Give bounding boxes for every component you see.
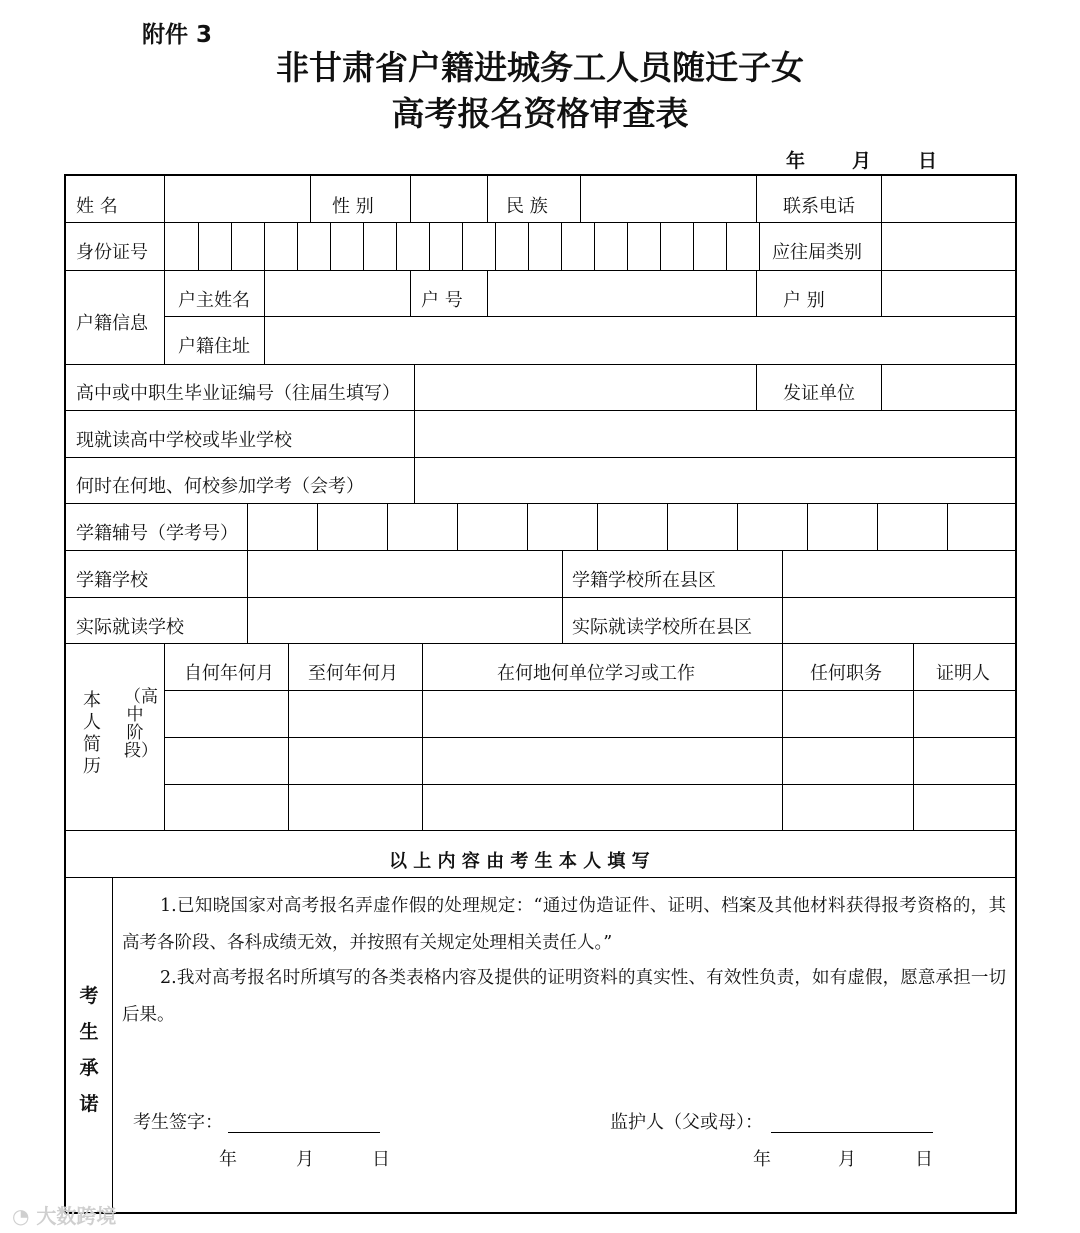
label-address: 户籍住址 <box>178 336 250 357</box>
label-household-info: 户籍信息 <box>76 313 148 334</box>
label-actual-school: 实际就读学校 <box>76 617 184 638</box>
label-issuer: 发证单位 <box>783 383 855 404</box>
label-resume: 本人简历 <box>83 690 101 777</box>
student-sign-year: 年 <box>219 1149 237 1170</box>
header-from-date: 自何年何月 <box>184 663 274 684</box>
header-place-unit: 在何地何单位学习或工作 <box>497 663 695 684</box>
fill-note: 以 上 内 容 由 考 生 本 人 填 写 <box>389 851 650 872</box>
student-sign-day: 日 <box>372 1149 390 1170</box>
header-to-date: 至何年何月 <box>308 663 398 684</box>
guardian-sign-day: 日 <box>915 1149 933 1170</box>
label-head-name: 户主姓名 <box>178 290 250 311</box>
form-title-line2: 高考报名资格审查表 <box>391 94 689 133</box>
label-name: 姓 名 <box>76 196 118 217</box>
header-position: 任何职务 <box>810 663 882 684</box>
label-student-no: 学籍辅号（学考号） <box>76 523 238 544</box>
watermark-text: 大数跨境 <box>36 1204 117 1228</box>
guardian-signature-line <box>771 1132 933 1133</box>
date-year: 年 <box>786 150 806 172</box>
label-household-type: 户 别 <box>783 290 825 311</box>
label-phone: 联系电话 <box>783 196 855 217</box>
attachment-label: 附件 3 <box>142 22 213 48</box>
label-pledge: 考生承诺 <box>79 985 99 1115</box>
label-exam-history: 何时在何地、何校参加学考（会考） <box>76 476 364 497</box>
label-ethnicity: 民 族 <box>506 196 548 217</box>
label-gender: 性 别 <box>332 196 374 217</box>
form-table <box>64 174 1017 1214</box>
date-day: 日 <box>918 150 938 172</box>
label-guardian-signature: 监护人（父或母）： <box>610 1112 763 1133</box>
watermark-icon: ◔ <box>12 1204 30 1228</box>
guardian-sign-year: 年 <box>753 1149 771 1170</box>
pledge-paragraph-2: 2.我对高考报名时所填写的各类表格内容及提供的证明资料的真实性、有效性负责，如有虚假，愿意承担一切后果。 <box>122 968 1006 1025</box>
label-certificate: 高中或中职生毕业证编号（往届生填写） <box>76 383 400 404</box>
date-month: 月 <box>852 150 872 172</box>
student-sign-month: 月 <box>296 1149 314 1170</box>
label-household-no: 户 号 <box>421 290 463 311</box>
pledge-paragraph-1: 1.已知晓国家对高考报名弄虚作假的处理规定：“通过伪造证件、证明、档案及其他材料获得报考资格的，其高考各阶段、各科成绩无效，并按照有关规定处理相关责任人。” <box>122 896 1006 953</box>
label-student-signature: 考生签字： <box>133 1112 223 1133</box>
student-signature-line <box>228 1132 380 1133</box>
guardian-sign-month: 月 <box>838 1149 856 1170</box>
label-category: 应往届类别 <box>772 242 862 263</box>
label-resume-stage: （高中阶段） <box>124 687 158 761</box>
label-id-number: 身份证号 <box>76 242 148 263</box>
form-title-line1: 非甘肃省户籍进城务工人员随迁子女 <box>276 48 804 87</box>
header-witness: 证明人 <box>936 663 990 684</box>
label-current-school: 现就读高中学校或毕业学校 <box>76 430 292 451</box>
label-registered-school: 学籍学校 <box>76 570 148 591</box>
label-actual-county: 实际就读学校所在县区 <box>572 617 752 638</box>
label-registered-county: 学籍学校所在县区 <box>572 570 716 591</box>
watermark-logo <box>12 1200 116 1229</box>
